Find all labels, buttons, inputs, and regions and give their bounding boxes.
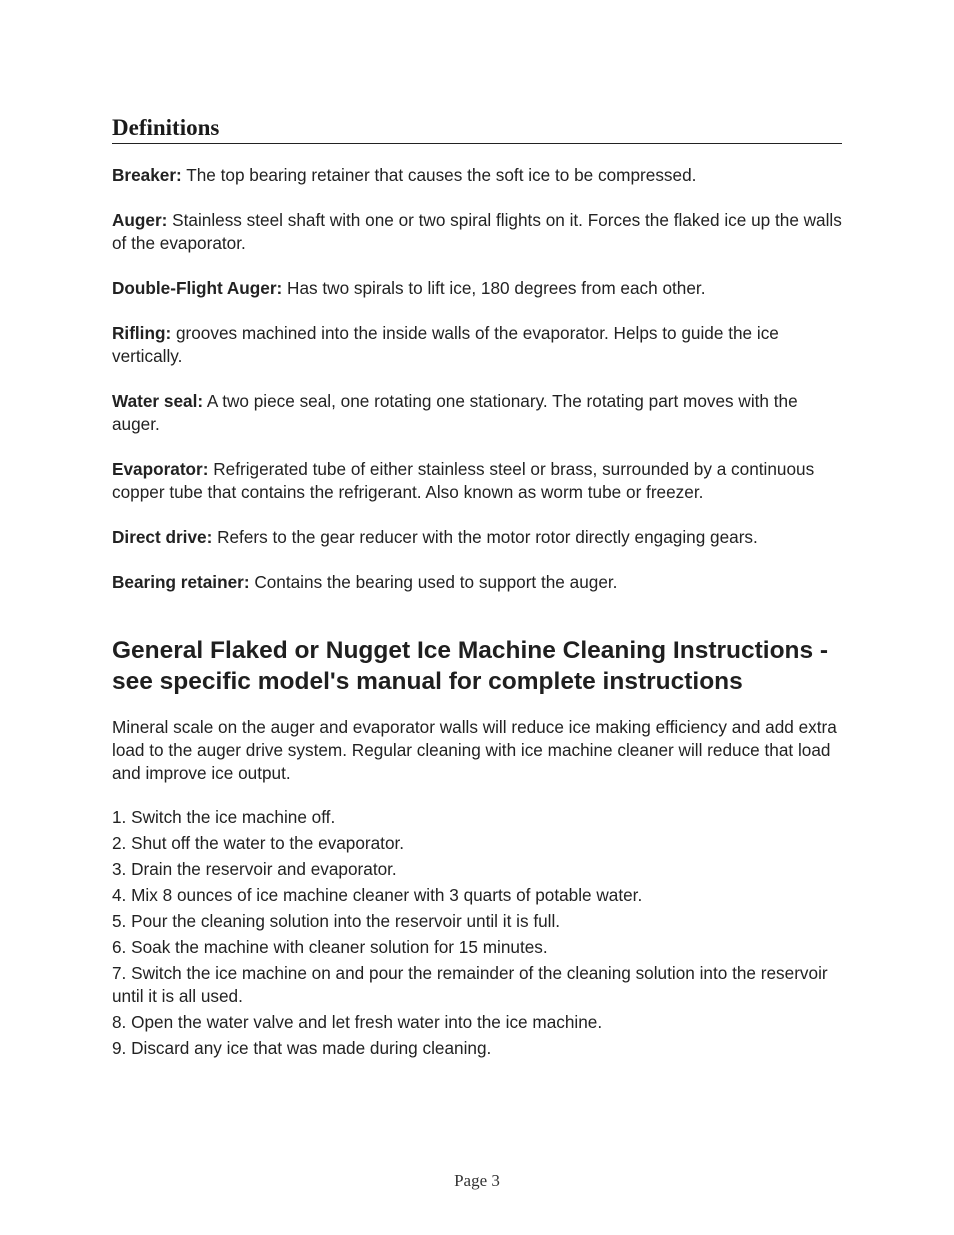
heading-divider: [112, 143, 842, 144]
definition-text: grooves machined into the inside walls of the evaporator. Helps to guide the ice vertically.: [112, 323, 779, 366]
definition-term: Bearing retainer:: [112, 572, 250, 592]
cleaning-intro: Mineral scale on the auger and evaporator walls will reduce ice making efficiency and add extra load to the auger drive system. Regular cleaning with ice machine cleaner will reduce that load and improve ice output.: [112, 717, 837, 783]
definition-text: Has two spirals to lift ice, 180 degrees from each other.: [282, 278, 706, 298]
definition-item: [112, 526, 842, 549]
step-item: 3. Drain the reservoir and evaporator.: [112, 859, 397, 879]
step-item: 2. Shut off the water to the evaporator.: [112, 833, 405, 853]
definition-term: Water seal:: [112, 391, 204, 411]
step-item: 9. Discard any ice that was made during cleaning.: [112, 1038, 492, 1058]
definition-item: [112, 322, 842, 368]
definition-text: Refrigerated tube of either stainless steel or brass, surrounded by a continuous copper tube that contains the refrigerant. Also known as worm tube or freezer.: [112, 459, 815, 502]
step-item: 4. Mix 8 ounces of ice machine cleaner with 3 quarts of potable water.: [112, 885, 643, 905]
definition-text: Refers to the gear reducer with the motor rotor directly engaging gears.: [212, 527, 758, 547]
definition-text: Contains the bearing used to support the auger.: [249, 572, 618, 592]
definition-item: [112, 390, 842, 436]
definition-text: Stainless steel shaft with one or two spiral flights on it. Forces the flaked ice up the walls of the evaporator.: [112, 210, 842, 253]
step-item: 8. Open the water valve and let fresh water into the ice machine.: [112, 1012, 603, 1032]
step-item: 6. Soak the machine with cleaner solution for 15 minutes.: [112, 937, 548, 957]
definitions-heading: Definitions: [112, 115, 220, 140]
page-number: Page 3: [454, 1171, 500, 1190]
definition-text: The top bearing retainer that causes the soft ice to be compressed.: [181, 165, 697, 185]
definition-item: [112, 571, 842, 594]
step-item: 1. Switch the ice machine off.: [112, 807, 336, 827]
cleaning-steps: [112, 806, 842, 1063]
definition-term: Evaporator:: [112, 459, 209, 479]
definition-term: Double-Flight Auger:: [112, 278, 283, 298]
definition-item: [112, 164, 842, 187]
step-item: 7. Switch the ice machine on and pour the remainder of the cleaning solution into the reservoir until it is all used.: [112, 963, 828, 1006]
definition-term: Breaker:: [112, 165, 182, 185]
definition-term: Rifling:: [112, 323, 172, 343]
definition-item: [112, 458, 842, 504]
step-item: 5. Pour the cleaning solution into the reservoir until it is full.: [112, 911, 561, 931]
definition-term: Auger:: [112, 210, 168, 230]
definition-item: [112, 209, 842, 255]
definition-term: Direct drive:: [112, 527, 213, 547]
cleaning-heading: General Flaked or Nugget Ice Machine Cleaning Instructions - see specific model's manual for complete instructions: [112, 637, 829, 695]
definitions-list: [112, 164, 842, 616]
definition-item: [112, 277, 842, 300]
definition-text: A two piece seal, one rotating one stationary. The rotating part moves with the auger.: [112, 391, 798, 434]
